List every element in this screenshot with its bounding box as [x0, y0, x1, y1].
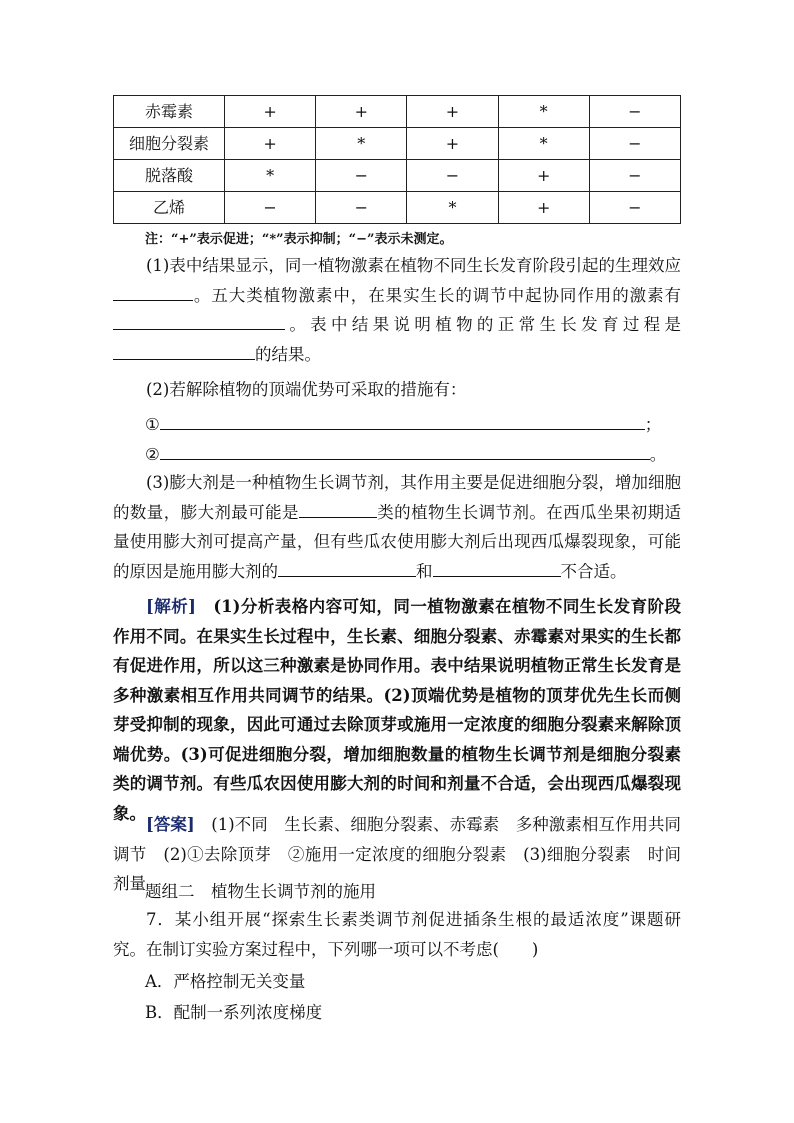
- table-cell: +: [316, 96, 407, 128]
- question-2-intro: (2)若解除植物的顶端优势可采取的措施有：: [146, 380, 467, 399]
- analysis-paragraph: [解析] (1)分析表格内容可知，同一植物激素在植物不同生长发育阶段作用不同。在果实生长过程中，生长素、细胞分裂素、赤霉素对果实的生长都有促进作用，所以这三种激素是协同作用。表中结果说明植物正常生长发育是多种激素相互作用共同调节的结果。(2)顶端优势是植物的顶芽优先生长而侧芽受抑制的现象，因此可通过去除顶芽或施用一定浓度的细胞分裂素来解除顶端优势。(3)可促进细胞分裂，增加细胞数量的植物生长调节剂是细胞分裂素类的调节剂。有些瓜农因使用膨大剂的时间和剂量不合适，会出现西瓜爆裂现象。: [113, 597, 681, 823]
- table-cell: *: [498, 96, 589, 128]
- table-cell: +: [407, 96, 498, 128]
- question-7-option-b[interactable]: B．配制一系列浓度梯度: [145, 1003, 323, 1022]
- table-cell: −: [589, 160, 680, 192]
- table-row: [114, 192, 681, 224]
- table-cell: −: [225, 192, 316, 224]
- question-2-item-2: ② 。: [145, 445, 667, 464]
- table-row-label: 赤霉素: [114, 96, 225, 128]
- answer-blank[interactable]: [278, 562, 416, 577]
- table-row: [114, 128, 681, 160]
- analysis-tag: [解析]: [146, 597, 196, 616]
- answer-blank[interactable]: [113, 315, 285, 330]
- table-cell: −: [589, 192, 680, 224]
- question-1: (1)表中结果显示，同一植物激素在植物不同生长发育阶段引起的生理效应。五大类植物激素中，在果实生长的调节中起协同作用的激素有。表中结果说明植物的正常生长发育过程是的结果。: [113, 251, 681, 369]
- answer-paragraph: [答案] (1)不同 生长素、细胞分裂素、赤霉素 多种激素相互作用共同调节 (2)①去除顶芽 ②施用一定浓度的细胞分裂素 (3)细胞分裂素 时间 剂量: [113, 815, 698, 893]
- table-row-label: 乙烯: [114, 192, 225, 224]
- table-cell: −: [589, 96, 680, 128]
- question-2-item-1: ① ；: [145, 415, 662, 434]
- answer-blank[interactable]: [299, 503, 377, 518]
- question-3: (3)膨大剂是一种植物生长调节剂，其作用主要是促进细胞分裂，增加细胞的数量，膨大剂最可能是 类的植物生长调节剂。在西瓜坐果初期适量使用膨大剂可提高产量，但有些瓜农使用膨大剂后出现西瓜爆裂现象，可能的原因是施用膨大剂的 和 不合适。: [113, 473, 682, 581]
- section-heading: 题组二 植物生长调节剂的施用: [145, 882, 376, 901]
- answer-blank[interactable]: [160, 415, 645, 430]
- table-cell: *: [316, 128, 407, 160]
- table-row: [114, 160, 681, 192]
- table-row-label: 细胞分裂素: [114, 128, 225, 160]
- table-note: 注：“+”表示促进；“*”表示抑制；“−”表示未测定。: [145, 232, 453, 247]
- answer-blank[interactable]: [433, 562, 561, 577]
- table-cell: +: [498, 160, 589, 192]
- answer-blank[interactable]: [113, 286, 193, 301]
- table-cell: +: [407, 128, 498, 160]
- table-row: [114, 96, 681, 128]
- table-cell: −: [407, 160, 498, 192]
- answer-blank[interactable]: [160, 445, 650, 460]
- table-cell: −: [316, 192, 407, 224]
- table-cell: −: [589, 128, 680, 160]
- table-cell: *: [407, 192, 498, 224]
- question-7-option-a[interactable]: A．严格控制无关变量: [145, 972, 306, 991]
- answer-tag: [答案]: [146, 815, 195, 834]
- table-cell: *: [498, 128, 589, 160]
- table-cell: −: [316, 160, 407, 192]
- answer-blank[interactable]: [113, 345, 255, 360]
- table-cell: +: [225, 96, 316, 128]
- table-row-label: 脱落酸: [114, 160, 225, 192]
- table-cell: +: [498, 192, 589, 224]
- hormone-table: [113, 95, 681, 224]
- table-cell: *: [225, 160, 316, 192]
- question-7-stem: 7．某小组开展“探索生长素类调节剂促进插条生根的最适浓度”课题研究。在制订实验方案过程中，下列哪一项可以不考虑( ): [113, 910, 681, 959]
- table-cell: +: [225, 128, 316, 160]
